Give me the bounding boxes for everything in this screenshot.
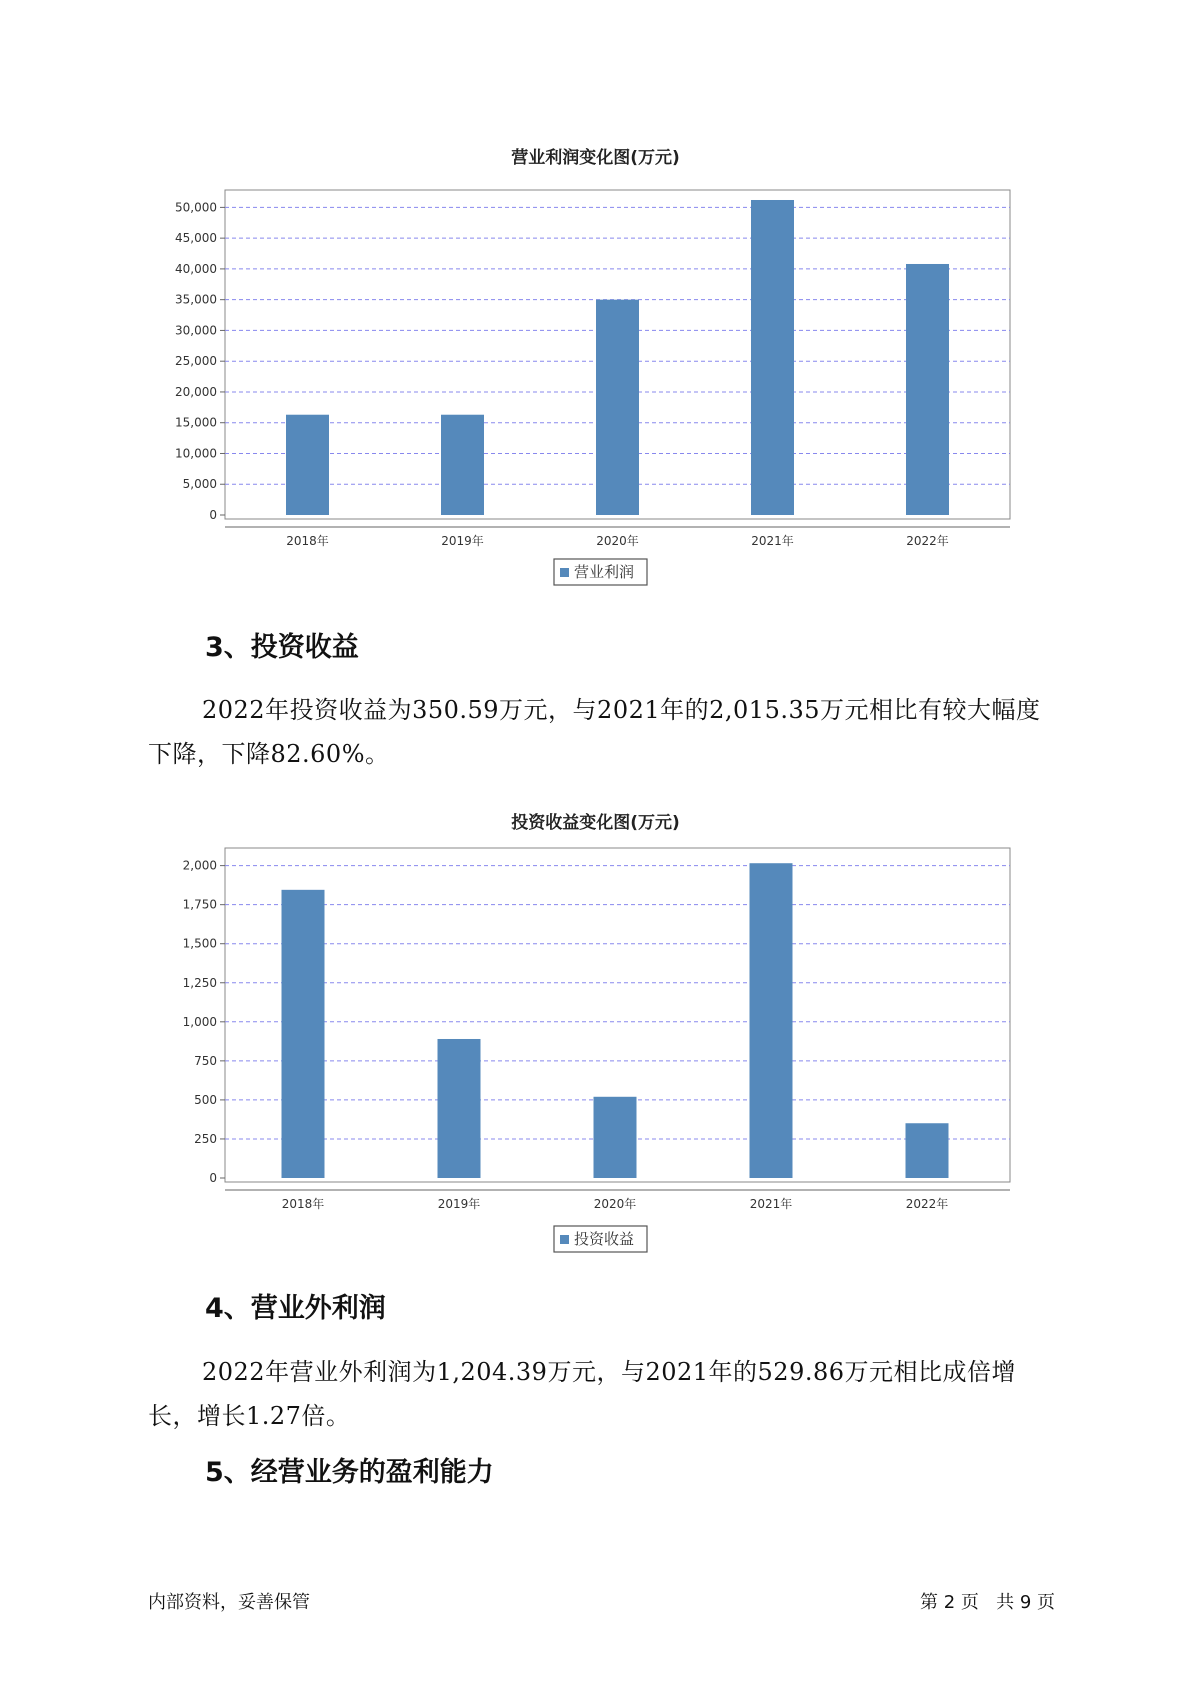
x-tick-label: 2021年 [749,1197,793,1211]
section-heading: 3、投资收益 [205,632,359,663]
y-tick-label: 1,750 [182,897,217,912]
bar [906,264,949,515]
chart-title: 投资收益变化图(万元) [511,813,680,833]
y-tick-label: 2,000 [182,858,217,873]
y-tick-label: 35,000 [175,292,217,307]
y-tick-label: 500 [194,1092,217,1107]
bar [282,890,325,1178]
legend-label: 营业利润 [574,563,635,581]
y-tick-label: 5,000 [182,477,217,492]
bar [906,1123,949,1178]
investment-income-chart [0,840,1191,1260]
bar [441,415,484,515]
section-heading: 4、营业外利润 [205,1293,386,1324]
footer-note: 内部资料，妥善保管 [148,1592,310,1613]
bar [286,415,329,515]
legend-swatch [560,568,569,577]
y-tick-label: 0 [209,508,217,522]
x-tick-label: 2019年 [437,1197,481,1211]
bar [596,300,639,515]
x-tick-label: 2019年 [441,534,484,548]
y-tick-label: 250 [194,1131,217,1146]
x-tick-label: 2018年 [286,534,329,548]
y-tick-label: 0 [209,1171,217,1185]
bar [750,863,793,1178]
y-tick-label: 1,000 [182,1014,217,1029]
legend-swatch [560,1235,569,1244]
y-tick-label: 40,000 [175,261,217,276]
y-tick-label: 750 [194,1053,217,1068]
x-tick-label: 2020年 [593,1197,637,1211]
y-tick-label: 10,000 [175,446,217,461]
legend-label: 投资收益 [574,1230,635,1248]
y-tick-label: 1,250 [182,975,217,990]
section-heading: 5、经营业务的盈利能力 [205,1457,494,1488]
section-paragraph: 2022年营业外利润为1,204.39万元，与2021年的529.86万元相比成倍增长，增长1.27倍。 [148,1358,1017,1430]
x-tick-label: 2020年 [596,534,639,548]
y-tick-label: 50,000 [175,200,217,215]
y-tick-label: 20,000 [175,384,217,399]
section-paragraph: 2022年投资收益为350.59万元，与2021年的2,015.35万元相比有较大幅度下降，下降82.60%。 [148,696,1041,768]
y-tick-label: 30,000 [175,323,217,338]
x-tick-label: 2022年 [906,534,949,548]
y-tick-label: 45,000 [175,231,217,246]
y-tick-label: 25,000 [175,354,217,369]
chart-title: 营业利润变化图(万元) [511,148,680,168]
bar [751,200,794,515]
page-number: 第 2 页 共 9 页 [920,1592,1055,1613]
x-tick-label: 2018年 [281,1197,325,1211]
y-tick-label: 15,000 [175,415,217,430]
x-tick-label: 2021年 [751,534,794,548]
x-tick-label: 2022年 [905,1197,949,1211]
y-tick-label: 1,500 [182,936,217,951]
operating-profit-chart [0,180,1191,620]
bar [594,1097,637,1178]
bar [438,1039,481,1178]
